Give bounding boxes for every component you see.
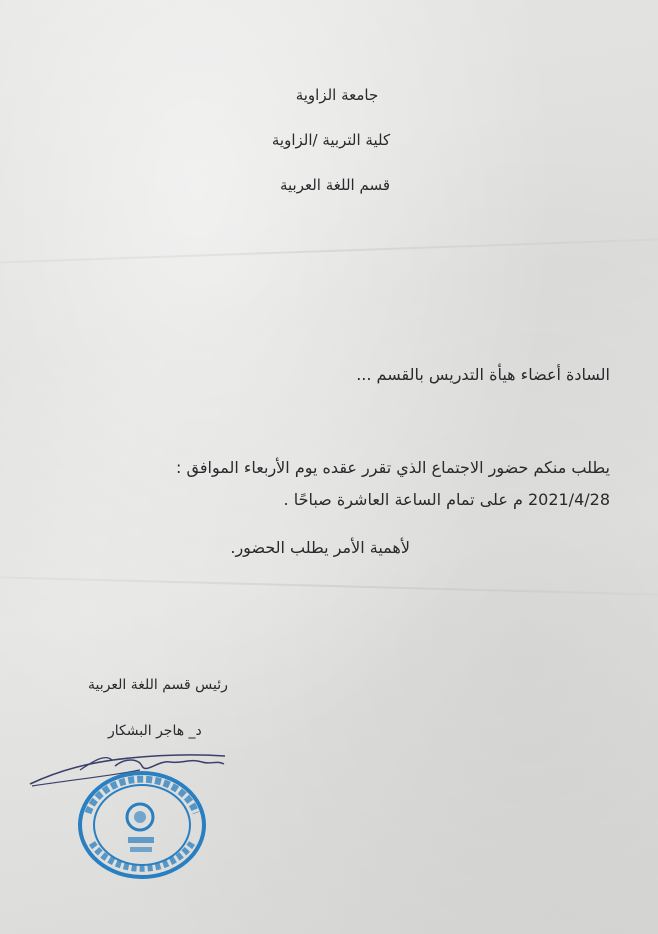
university-name: جامعة الزاوية (295, 86, 379, 104)
faculty-name: كلية التربية /الزاوية (271, 131, 391, 149)
letter-body-line-2: 2021/4/28 م على تمام الساعة العاشرة صباحًا . (283, 490, 610, 509)
letter-body-line-1: يطلب منكم حضور الاجتماع الذي تقرر عقده يوم الأربعاء الموافق : (176, 458, 610, 477)
paper-crease (0, 576, 658, 595)
paper-crease (0, 239, 658, 264)
letter-importance-note: لأهمية الأمر يطلب الحضور. (230, 538, 410, 557)
letter-salutation: السادة أعضاء هيأة التدريس بالقسم ... (356, 365, 610, 384)
signatory-name: د_ هاجر البشكار (108, 723, 202, 739)
signatory-title: رئيس قسم اللغة العربية (88, 677, 228, 693)
department-name: قسم اللغة العربية (279, 176, 391, 194)
department-stamp (70, 765, 220, 885)
